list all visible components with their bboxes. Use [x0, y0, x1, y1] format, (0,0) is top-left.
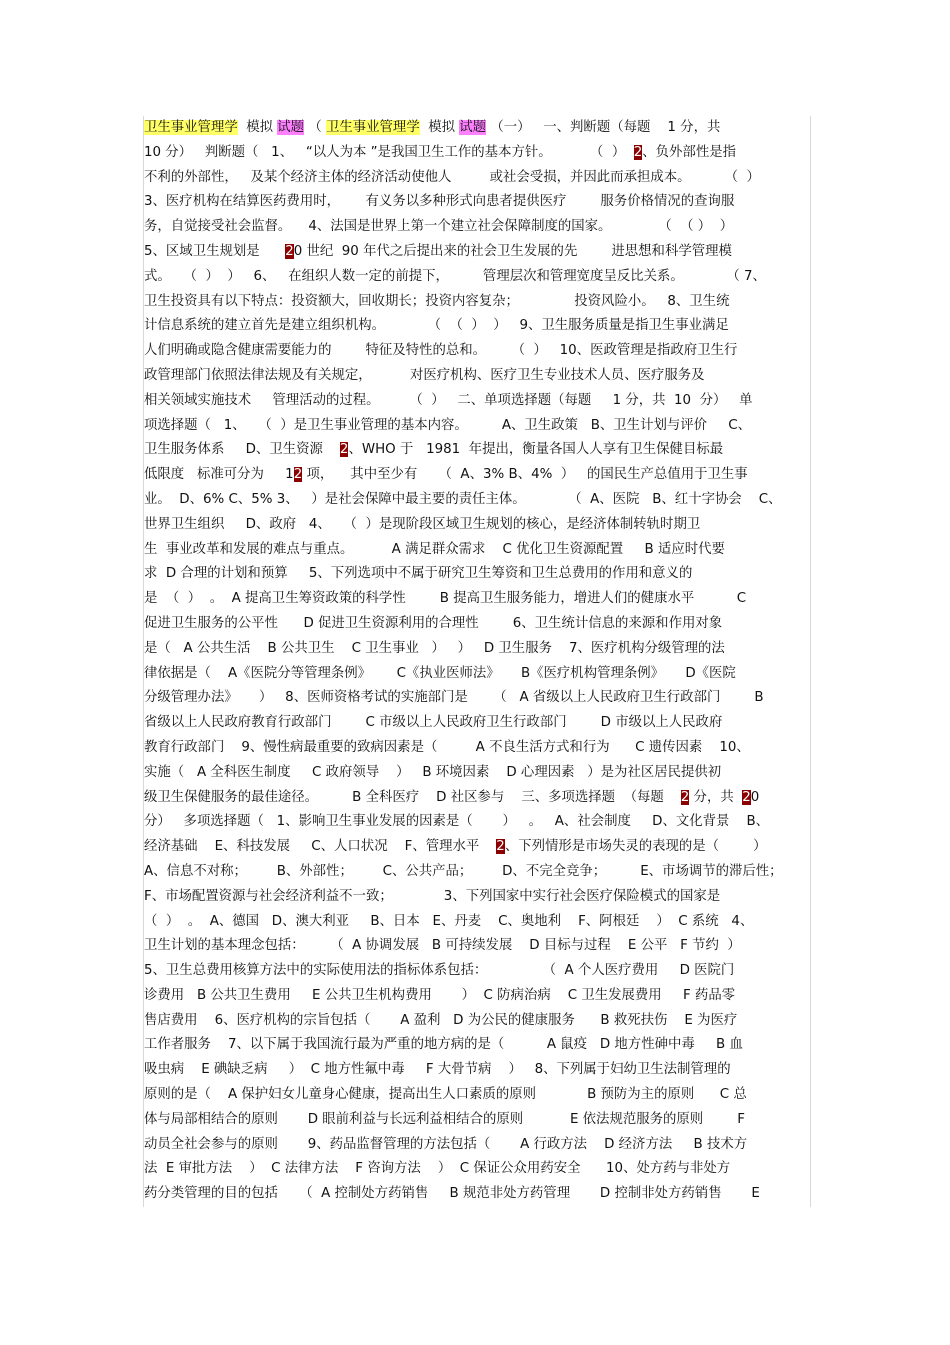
text-line	[144, 662, 810, 687]
text-segment: 、下列情形是市场失灵的表现的是（ ）	[504, 839, 767, 855]
magenta-highlight: 试题	[459, 120, 487, 135]
text-line	[144, 860, 810, 885]
text-line	[144, 513, 810, 538]
text-segment: 务，自觉接受社会监督。 4、法国是世界上第一个建立社会保障制度的国家。 （ （ ） ）	[144, 219, 734, 235]
text-line	[144, 761, 810, 786]
red-marker: 2	[339, 442, 349, 458]
text-line	[144, 463, 810, 488]
text-segment: 0	[750, 789, 760, 805]
text-segment: 售店费用 6、医疗机构的宗旨包括（ A 盈利 D 为公民的健康服务 B 救死扶伤 E 为医疗	[144, 1012, 738, 1028]
text-line	[144, 1182, 810, 1207]
text-line	[144, 538, 810, 563]
red-marker: 2	[742, 789, 751, 805]
text-line	[144, 835, 810, 860]
text-line	[144, 587, 810, 612]
text-segment: 相关领域实施技术 管理活动的过程。 （ ） 二、单项选择题（每题 1 分，共 10 分） 单	[144, 392, 753, 408]
text-segment: F、市场配置资源与社会经济利益不一致； 3、下列国家中实行社会医疗保险模式的国家是	[144, 888, 721, 904]
red-marker: 2	[633, 144, 643, 160]
text-line	[144, 562, 810, 587]
text-segment: 药分类管理的目的包括 （ A 控制处方药销售 B 规范非处方药管理 D 控制非处方药销售 E	[144, 1186, 760, 1202]
text-line	[144, 1033, 810, 1058]
text-segment: 低限度 标准可分为 1	[144, 467, 294, 483]
text-line	[144, 959, 810, 984]
text-segment: 生 事业改革和发展的难点与重点。 A 满足群众需求 C 优化卫生资源配置 B 适应时代要	[144, 541, 725, 557]
text-line	[144, 488, 810, 513]
text-line	[144, 612, 810, 637]
text-line	[144, 438, 810, 463]
text-segment: 世界卫生组织 D、政府 4、 （ ）是现阶段区域卫生规划的核心，是经济体制转轨时期卫	[144, 516, 701, 532]
text-segment: 项选择题（ 1、 （ ）是卫生事业管理的基本内容。 A、卫生政策 B、卫生计划与评价 C、	[144, 417, 752, 433]
text-line	[144, 810, 810, 835]
text-segment: 工作者服务 7、以下属于我国流行最为严重的地方病的是（ A 鼠疫 D 地方性砷中毒 B 血	[144, 1037, 743, 1053]
text-line	[144, 1083, 810, 1108]
text-segment: 体与局部相结合的原则 D 眼前利益与长远利益相结合的原则 E 依法规范服务的原则 F	[144, 1111, 745, 1127]
text-segment: 卫生投资具有以下特点：投资额大，回收期长；投资内容复杂； 投资风险小。 8、卫生统	[144, 293, 730, 309]
text-segment: 促进卫生服务的公平性 D 促进卫生资源利用的合理性 6、卫生统计信息的来源和作用对象	[144, 615, 723, 631]
text-segment: （一） 一、判断题（每题 1 分，共	[486, 120, 721, 135]
text-segment: 5、区域卫生规划是	[144, 243, 286, 259]
text-segment: 动员全社会参与的原则 9、药品监督管理的方法包括（ A 行政方法 D 经济方法 B 技术方	[144, 1136, 748, 1152]
text-line	[144, 190, 810, 215]
text-segment: 、负外部性是指	[642, 144, 737, 160]
text-line	[144, 686, 810, 711]
text-segment: （	[304, 120, 326, 135]
text-segment: （ ） 。 A、德国 D、澳大利亚 B、日本 E、丹麦 C、奥地利 F、阿根廷 ） C 系统 4、	[144, 913, 754, 929]
text-line	[144, 215, 810, 240]
text-segment: 实施（ A 全科医生制度 C 政府领导 ） B 环境因素 D 心理因素 ）是为社区居民提供初	[144, 764, 722, 780]
text-line	[144, 786, 810, 811]
red-marker: 2	[285, 243, 294, 259]
yellow-highlight: 卫生事业管理学	[144, 120, 238, 135]
text-segment: 分级管理办法》 ） 8、医师资格考试的实施部门是 （ A 省级以上人民政府卫生行政部门 B	[144, 690, 764, 706]
magenta-highlight: 试题	[277, 120, 305, 135]
text-segment: 求 D 合理的计划和预算 5、下列选项中不属于研究卫生筹资和卫生总费用的作用和意义的	[144, 566, 693, 582]
text-line	[144, 414, 810, 439]
text-line	[144, 116, 810, 141]
text-line	[144, 339, 810, 364]
text-segment: 项， 其中至少有 （ A、3% B、4% ） 的国民生产总值用于卫生事	[302, 467, 748, 483]
text-line	[144, 141, 810, 166]
text-segment: 式。 （ ） ） 6、 在组织人数一定的前提下， 管理层次和管理宽度呈反比关系。 （ 7、	[144, 268, 766, 284]
text-segment: 不利的外部性， 及某个经济主体的经济活动使他人 或社会受损，并因此而承担成本。 （ ）	[144, 169, 760, 185]
text-line	[144, 290, 810, 315]
text-line	[144, 314, 810, 339]
text-segment: 省级以上人民政府教育行政部门 C 市级以上人民政府卫生行政部门 D 市级以上人民政府	[144, 715, 723, 731]
text-line	[144, 389, 810, 414]
text-segment: A、信息不对称； B、外部性； C、公共产品； D、不完全竞争； E、市场调节的滞后性；	[144, 863, 783, 879]
text-segment: 业。 D、6% C、5% 3、 ）是社会保障中最主要的责任主体。 （ A、医院 B、红十字协会 C、	[144, 491, 782, 507]
text-segment: 是 （ ） 。 A 提高卫生筹资政策的科学性 B 提高卫生服务能力，增进人们的健康水平 C	[144, 591, 747, 607]
text-line	[144, 1058, 810, 1083]
exam-text-body	[143, 116, 811, 1207]
text-line	[144, 240, 810, 265]
text-segment: 诊费用 B 公共卫生费用 E 公共卫生机构费用 ） C 防病治病 C 卫生发展费用 F 药品零	[144, 987, 736, 1003]
text-line	[144, 637, 810, 662]
text-line	[144, 910, 810, 935]
text-segment: 分，共	[689, 789, 743, 805]
text-line	[144, 984, 810, 1009]
text-segment: 教育行政部门 9、慢性病最重要的致病因素是（ A 不良生活方式和行为 C 遗传因素 10、	[144, 739, 750, 755]
text-segment: 3、医疗机构在结算医药费用时， 有义务以多种形式向患者提供医疗 服务价格情况的查询服	[144, 194, 735, 210]
text-segment: 、WHO 于 1981 年提出，衡量各国人人享有卫生保健目标最	[348, 442, 724, 458]
text-line	[144, 166, 810, 191]
text-line	[144, 1108, 810, 1133]
red-marker: 2	[496, 839, 505, 855]
text-line	[144, 934, 810, 959]
text-segment: 卫生计划的基本理念包括： （ A 协调发展 B 可持续发展 D 目标与过程 E 公平 F 节约 ）	[144, 938, 741, 954]
text-segment: 5、卫生总费用核算方法中的实际使用法的指标体系包括： （ A 个人医疗费用 D 医院门	[144, 963, 735, 979]
text-segment: 经济基础 E、科技发展 C、人口状况 F、管理水平	[144, 839, 497, 855]
text-segment: 人们明确或隐含健康需要能力的 特征及特性的总和。 （ ） 10、医政管理是指政府卫生行	[144, 343, 738, 359]
text-segment: 0 世纪 90 年代之后提出来的社会卫生发展的先 进思想和科学管理模	[293, 243, 732, 259]
red-marker: 2	[680, 789, 690, 805]
text-segment: 卫生服务体系 D、卫生资源	[144, 442, 340, 458]
text-segment: 模拟	[237, 120, 278, 135]
text-line	[144, 736, 810, 761]
text-line	[144, 265, 810, 290]
text-segment: 级卫生保健服务的最佳途径。 B 全科医疗 D 社区参与 三、多项选择题 （每题	[144, 789, 681, 805]
text-line	[144, 364, 810, 389]
text-segment: 10 分） 判断题（ 1、 “以人为本 ”是我国卫生工作的基本方针。 （ ）	[144, 144, 634, 160]
text-segment: 是（ A 公共生活 B 公共卫生 C 卫生事业 ） ） D 卫生服务 7、医疗机构分级管理的法	[144, 640, 725, 656]
text-line	[144, 1133, 810, 1158]
yellow-highlight: 卫生事业管理学	[325, 120, 420, 135]
text-line	[144, 1009, 810, 1034]
text-line	[144, 711, 810, 736]
text-line	[144, 885, 810, 910]
text-segment: 律依据是（ A《医院分等管理条例》 C《执业医师法》 B《医疗机构管理条例》 D《医院	[144, 665, 736, 681]
text-segment: 原则的是（ A 保护妇女儿童身心健康，提高出生人口素质的原则 B 预防为主的原则 C 总	[144, 1087, 747, 1103]
text-segment: 吸虫病 E 碘缺乏病 ） C 地方性氟中毒 F 大骨节病 ） 8、下列属于妇幼卫生法制管理的	[144, 1062, 731, 1078]
text-segment: 分） 多项选择题（ 1、影响卫生事业发展的因素是（ ） 。 A、社会制度 D、文化背景 B、	[144, 814, 770, 830]
text-segment: 政管理部门依照法律法规及有关规定， 对医疗机构、医疗卫生专业技术人员、医疗服务及	[144, 367, 705, 383]
text-segment: 模拟	[419, 120, 460, 135]
text-segment: 计信息系统的建立首先是建立组织机构。 （ （ ） ） 9、卫生服务质量是指卫生事业满足	[144, 318, 729, 334]
red-marker: 2	[293, 467, 303, 483]
text-segment: 法 E 审批方法 ） C 法律方法 F 咨询方法 ） C 保证公众用药安全 10、处方药与非处方	[144, 1161, 731, 1177]
text-line	[144, 1157, 810, 1182]
